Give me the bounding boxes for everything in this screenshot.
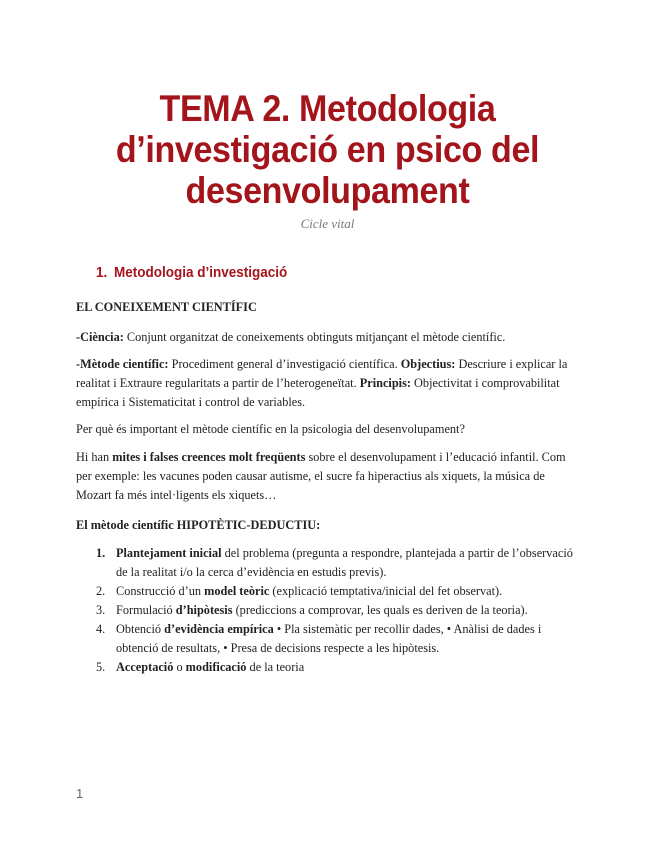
step-text: (explicació temptativa/inicial del fet observat).	[269, 584, 503, 598]
list-item	[76, 620, 576, 658]
step-mid: o	[173, 660, 186, 674]
metode-label: -Mètode científic:	[76, 357, 169, 371]
step-bold: Plantejament inicial	[116, 546, 222, 560]
step-text: (prediccions a comprovar, les quals es deriven de la teoria).	[232, 603, 528, 617]
step-number: 4.	[96, 622, 106, 636]
page-title: TEMA 2. Metodologia d’investigació en psico del desenvolupament	[115, 88, 540, 211]
step-text: de la teoria	[246, 660, 305, 674]
metode-paragraph	[76, 355, 576, 412]
step-bold: d’evidència empírica	[164, 622, 274, 636]
list-item	[76, 544, 576, 582]
mites-bold: mites i falses creences molt freqüents	[112, 450, 306, 464]
page-number: 1	[76, 786, 84, 801]
principis-label: Principis:	[359, 376, 411, 390]
step-number: 2.	[96, 584, 106, 598]
principis-text: Objectivitat i comprovabilitat empírica i Sistematicitat i control de variables.	[76, 376, 560, 409]
objectius-label: Objectius:	[400, 357, 456, 371]
steps-list	[76, 544, 576, 677]
step-pre: Obtenció	[116, 622, 165, 636]
step-text: • Pla sistemàtic per recollir dades, • Anàlisi de dades i obtenció de resultats, • Presa de decisions respecte a les hipòtesis.	[116, 622, 542, 655]
ciencia-paragraph	[76, 328, 576, 347]
objectius-text: Descriure i explicar la realitat i Extraure regularitats a partir de l’heterogeneïtat.	[76, 357, 568, 390]
section-number: 1.	[96, 264, 108, 281]
step-number: 5.	[96, 660, 106, 674]
coneixement-heading: EL CONEIXEMENT CIENTÍFIC	[76, 300, 257, 314]
hipotetic-heading: El mètode científic HIPOTÈTIC-DEDUCTIU:	[76, 518, 321, 532]
step-bold: Acceptació	[116, 660, 174, 674]
section-heading	[96, 264, 287, 281]
mites-paragraph	[76, 448, 576, 505]
ciencia-text: Conjunt organitzat de coneixements obtinguts mitjançant el mètode científic.	[123, 330, 506, 344]
step-text: del problema (pregunta a respondre, plantejada a partir de l’observació de la realitat i/o la cerca d’evidència en estudis previs).	[116, 546, 573, 579]
ciencia-label: -Ciència:	[76, 330, 124, 344]
step-number: 1.	[96, 546, 106, 560]
list-item	[76, 601, 576, 620]
step-number: 3.	[96, 603, 106, 617]
step-pre: Formulació	[116, 603, 176, 617]
page-subtitle: Cicle vital	[300, 216, 355, 231]
list-item	[76, 658, 576, 677]
mites-pre: Hi han	[76, 450, 113, 464]
step-bold: model teòric	[204, 584, 270, 598]
metode-text: Procediment general d’investigació científica.	[168, 357, 401, 371]
section-title: Metodologia d’investigació	[114, 264, 288, 281]
question-paragraph: Per què és important el mètode científic en la psicologia del desenvolupament?	[76, 422, 465, 436]
list-item	[76, 582, 576, 601]
mites-post: sobre el desenvolupament i l’educació infantil. Com per exemple: les vacunes poden causar autisme, el sucre fa hiperactius als xiquets, la música de Mozart fa més intel·ligents els xiquets…	[76, 450, 566, 502]
step-pre: Construcció d’un	[116, 584, 205, 598]
step-bold-2: modificació	[185, 660, 247, 674]
step-bold: d’hipòtesis	[175, 603, 233, 617]
